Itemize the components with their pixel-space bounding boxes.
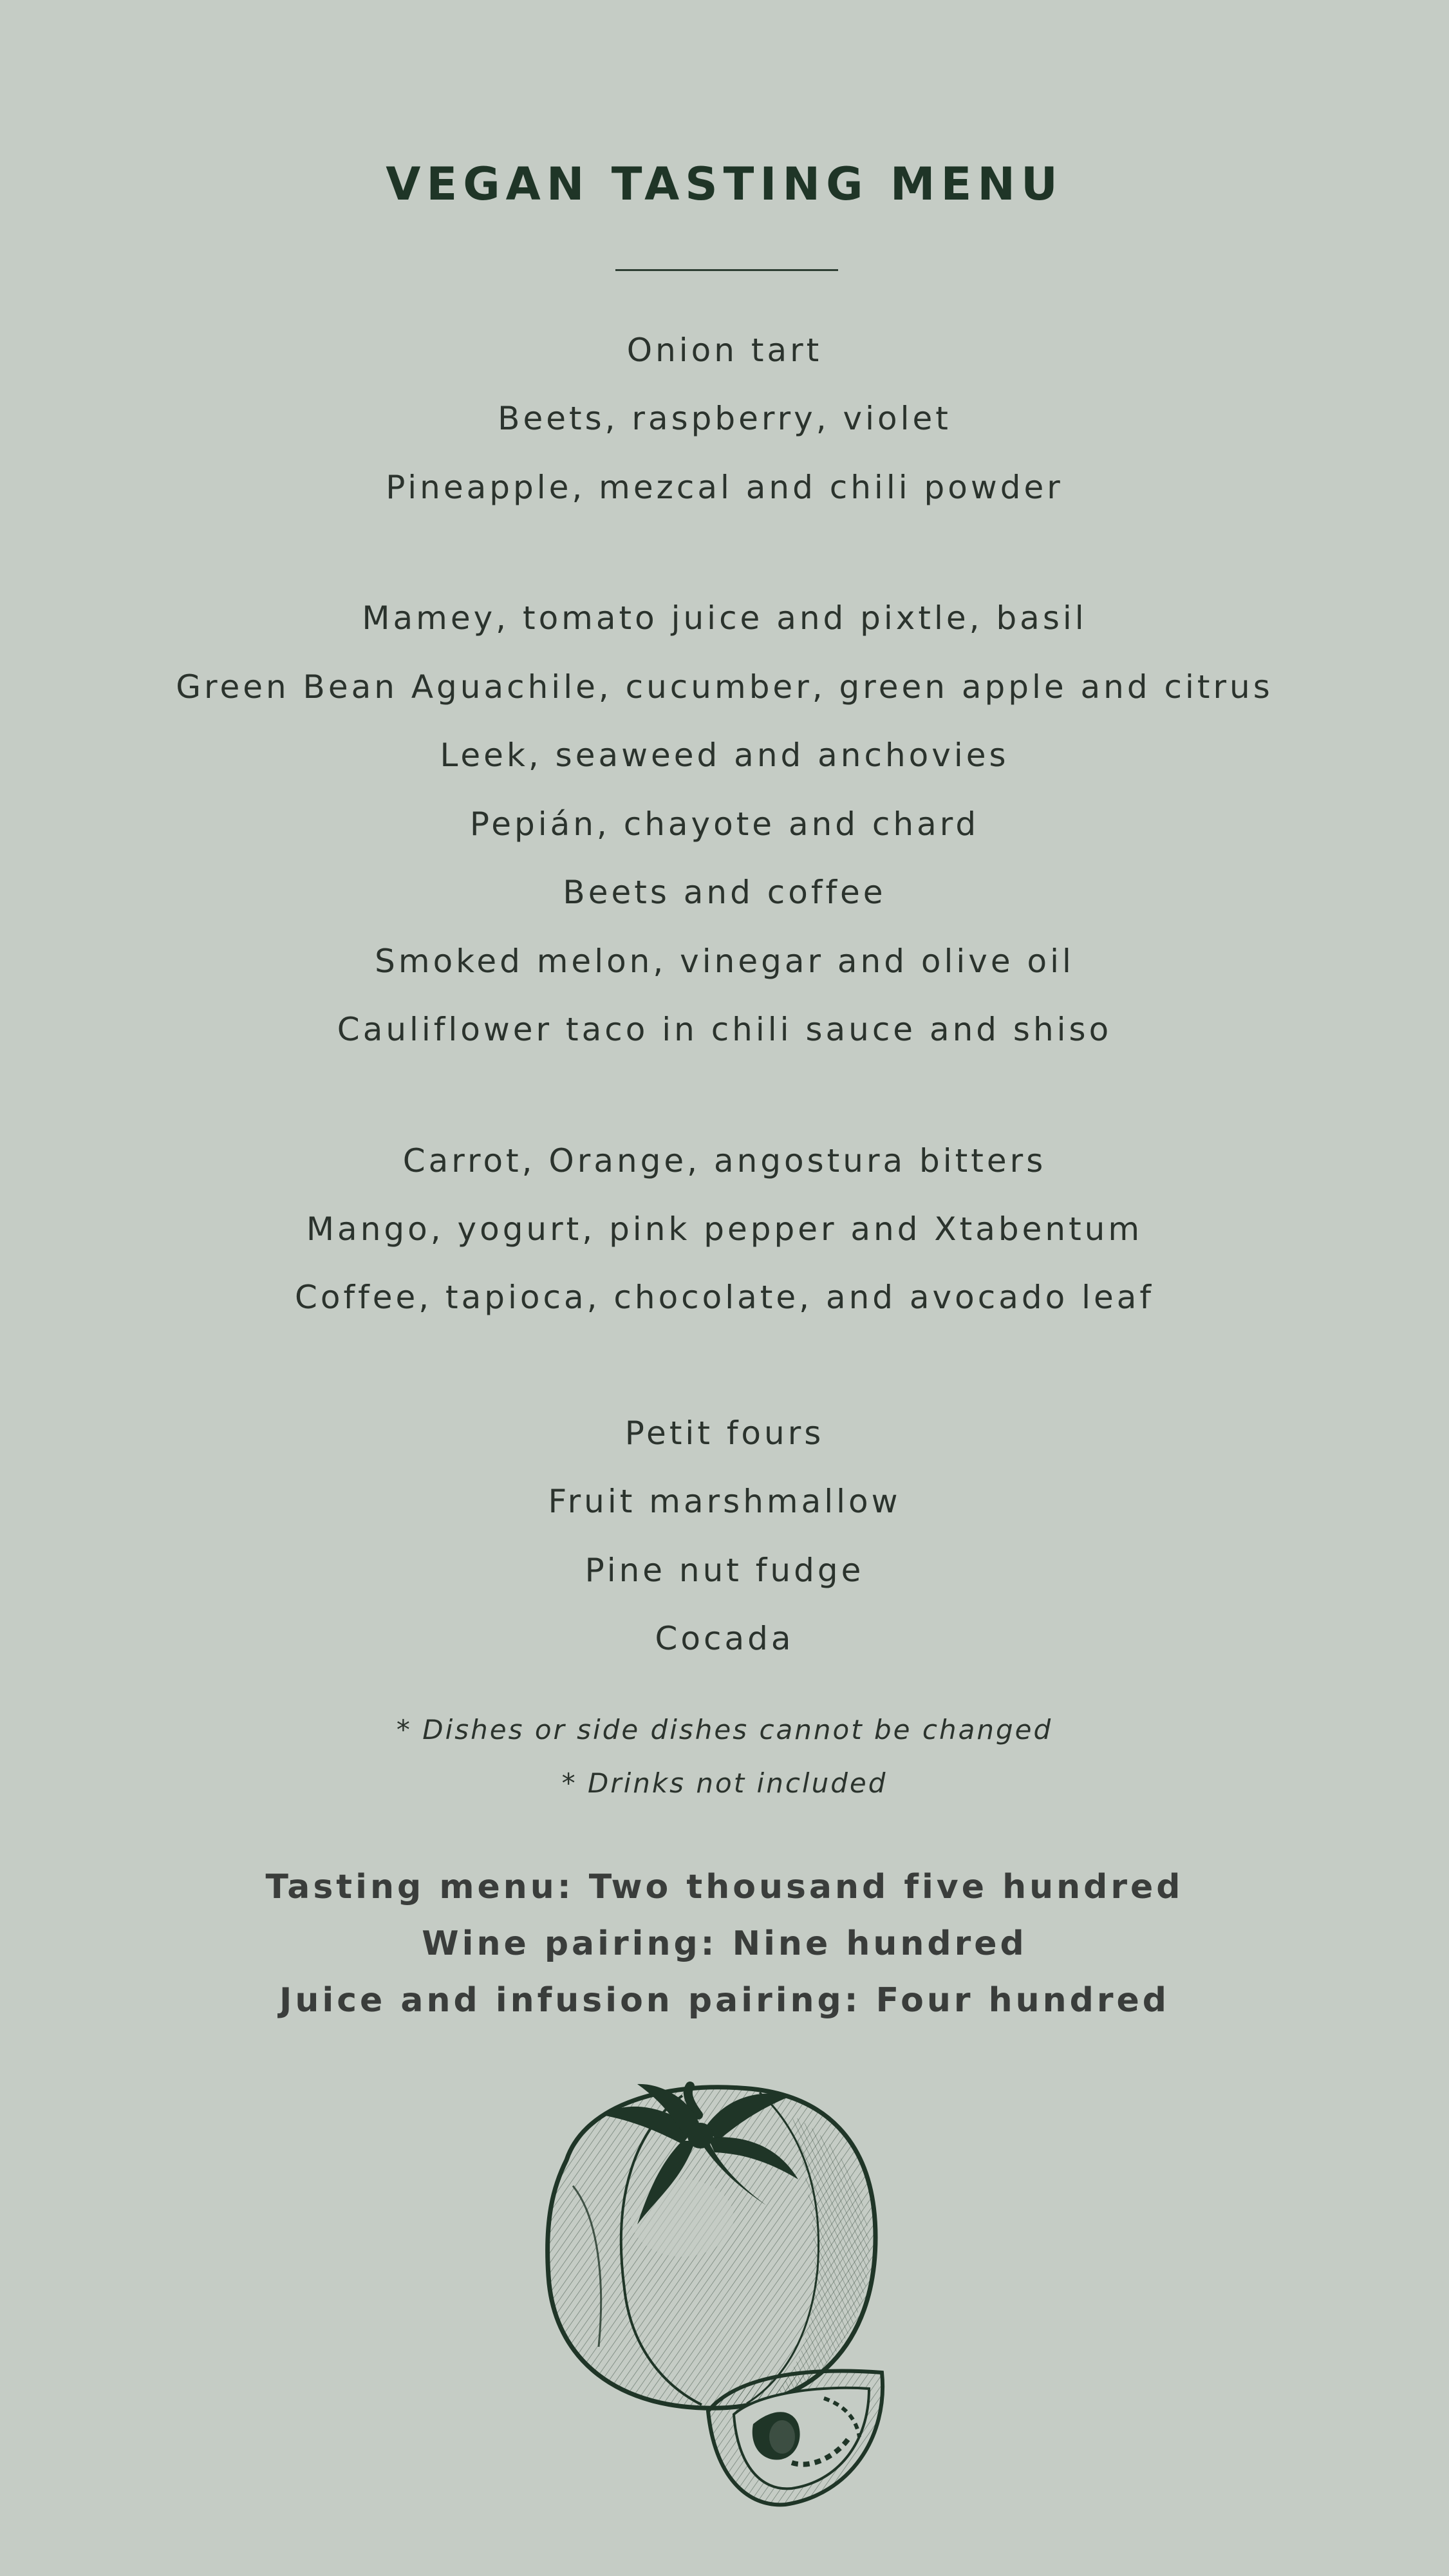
- menu-title: VEGAN TASTING MENU: [386, 158, 1063, 211]
- menu-item: Beets and coffee: [563, 874, 886, 911]
- menu-item: Mango, yogurt, pink pepper and Xtabentum: [306, 1210, 1143, 1248]
- price-line: Wine pairing: Nine hundred: [422, 1924, 1027, 1963]
- price-line: Juice and infusion pairing: Four hundred: [279, 1981, 1170, 2020]
- menu-item: Onion tart: [626, 332, 823, 369]
- menu-item: Petit fours: [624, 1415, 825, 1452]
- menu-item: Leek, seaweed and anchovies: [440, 737, 1009, 774]
- price-line: Tasting menu: Two thousand five hundred: [265, 1868, 1184, 1906]
- tomato-sketch-icon: [489, 2076, 966, 2527]
- tomato-wedge: [708, 2371, 883, 2505]
- menu-note: * Dishes or side dishes cannot be changed: [396, 1714, 1053, 1745]
- menu-note: * Drinks not included: [561, 1767, 888, 1799]
- menu-item: Carrot, Orange, angostura bitters: [402, 1142, 1047, 1180]
- menu-item: Beets, raspberry, violet: [498, 400, 951, 437]
- menu-item: Smoked melon, vinegar and olive oil: [375, 943, 1074, 980]
- menu-item: Coffee, tapioca, chocolate, and avocado leaf: [295, 1279, 1154, 1316]
- menu-item: Green Bean Aguachile, cucumber, green apple and citrus: [176, 668, 1273, 706]
- title-divider: [615, 269, 838, 271]
- menu-item: Mamey, tomato juice and pixtle, basil: [362, 599, 1087, 637]
- menu-item: Pineapple, mezcal and chili powder: [386, 469, 1063, 506]
- menu-item: Pine nut fudge: [584, 1552, 865, 1589]
- whole-tomato: [548, 2084, 875, 2408]
- menu-item: Pepián, chayote and chard: [469, 805, 980, 843]
- menu-item: Cocada: [655, 1620, 794, 1657]
- menu-item: Fruit marshmallow: [548, 1483, 901, 1520]
- menu-item: Cauliflower taco in chili sauce and shiso: [337, 1011, 1112, 1048]
